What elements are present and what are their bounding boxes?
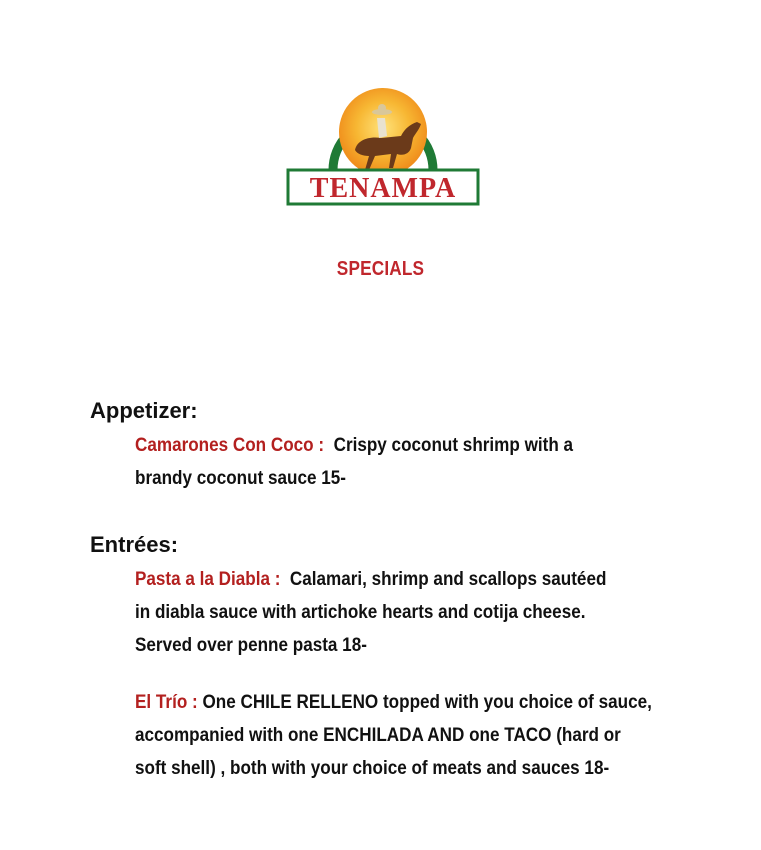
logo-wordmark: TENAMPA (309, 173, 457, 204)
menu-item-desc: soft shell) , both with your choice of meats and sauces 18- (135, 758, 610, 779)
page-title: SPECIALS (336, 258, 425, 280)
menu-item-camarones (135, 429, 639, 495)
logo-emblem-icon (285, 78, 481, 208)
menu-item-desc: Calamari, shrimp and scallops sautéed (289, 569, 607, 590)
section-title-entrees: Entrées: (90, 532, 179, 557)
menu-item-desc: Crispy coconut shrimp with a (333, 435, 574, 456)
menu-item-name: El Trío : (135, 692, 198, 713)
menu-item-name: Pasta a la Diabla : (135, 569, 281, 590)
menu-item-desc: brandy coconut sauce 15- (135, 468, 346, 489)
section-title-appetizer: Appetizer: (90, 398, 198, 423)
menu-item-line (135, 563, 639, 596)
menu-item-desc: accompanied with one ENCHILADA AND one TACO (hard or (135, 725, 621, 746)
menu-item-pasta-diabla (135, 563, 639, 662)
restaurant-logo (285, 78, 481, 208)
menu-item-desc: in diabla sauce with artichoke hearts and cotija cheese. (135, 602, 586, 623)
menu-item-desc: Served over penne pasta 18- (135, 635, 367, 656)
menu-item-el-trio (135, 686, 652, 785)
menu-item-name: Camarones Con Coco : (135, 435, 325, 456)
menu-item-line (135, 686, 652, 719)
menu-item-desc: One CHILE RELLENO topped with you choice of sauce, (202, 692, 652, 713)
menu-item-line (135, 429, 639, 462)
